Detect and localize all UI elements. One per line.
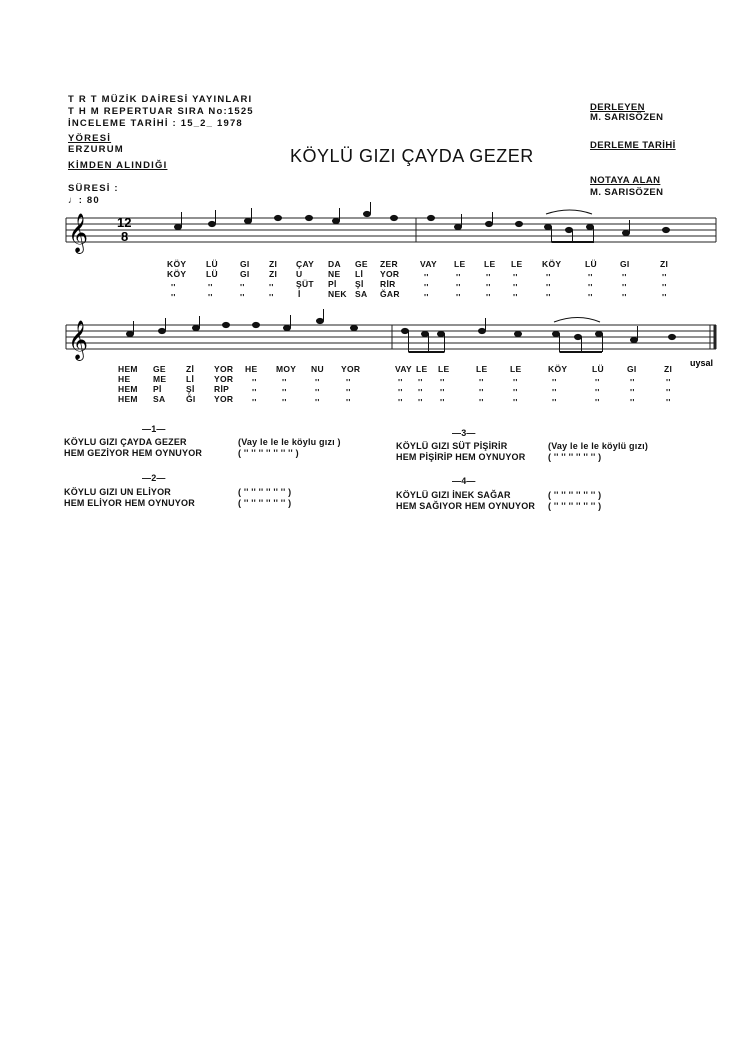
ditto-mark: '' — [240, 282, 245, 292]
ditto-mark: '' — [666, 377, 671, 387]
ditto-mark: '' — [622, 292, 627, 302]
ditto-mark: '' — [424, 272, 429, 282]
verse-refrain: ( '' '' '' '' '' '' ) — [238, 487, 292, 497]
lyric-syllable: SA — [153, 394, 166, 404]
publisher-line: T R T MÜZİK DAİRESİ YAYINLARI — [68, 94, 253, 105]
ditto-mark: '' — [622, 282, 627, 292]
region-label: YÖRESİ — [68, 133, 112, 144]
ditto-mark: '' — [513, 387, 518, 397]
lyric-syllable: KÖY — [542, 259, 562, 269]
lyric-syllable: VAY — [420, 259, 437, 269]
ditto-mark: '' — [546, 282, 551, 292]
ditto-mark: '' — [424, 282, 429, 292]
lyric-syllable: KÖY — [548, 364, 568, 374]
ditto-mark: '' — [479, 377, 484, 387]
lyric-syllable: NEK — [328, 289, 347, 299]
region-value: ERZURUM — [68, 144, 124, 155]
verse-line: HEM ELİYOR HEM OYNUYOR — [64, 498, 195, 508]
lyric-syllable: Lİ — [186, 374, 195, 384]
lyric-syllable: KÖY — [167, 269, 187, 279]
ditto-mark: '' — [552, 387, 557, 397]
ditto-mark: '' — [398, 387, 403, 397]
music-staff-2 — [0, 0, 750, 420]
ditto-mark: '' — [418, 377, 423, 387]
lyric-syllable: YOR — [214, 394, 234, 404]
verse-line: KÖYLU GIZI ÇAYDA GEZER — [64, 437, 187, 447]
lyric-syllable: ĞI — [186, 394, 196, 404]
compiler-value: M. SARISÖZEN — [590, 112, 664, 123]
lyric-syllable: ŞÜT — [296, 279, 314, 289]
lyric-syllable: NU — [311, 364, 324, 374]
source-label: KİMDEN ALINDIĞI — [68, 160, 168, 171]
ditto-mark: '' — [346, 387, 351, 397]
ditto-mark: '' — [208, 292, 213, 302]
ditto-mark: '' — [440, 387, 445, 397]
lyric-syllable: YOR — [214, 364, 234, 374]
lyric-syllable: HE — [245, 364, 258, 374]
compile-date-label: DERLEME TARİHİ — [590, 140, 676, 151]
lyric-syllable: Zİ — [186, 364, 195, 374]
duration-label: SÜRESİ : — [68, 183, 119, 194]
lyric-syllable: RİP — [214, 384, 230, 394]
ditto-mark: '' — [456, 292, 461, 302]
lyric-syllable: RİR — [380, 279, 396, 289]
ditto-mark: '' — [546, 292, 551, 302]
verse-line: HEM GEZİYOR HEM OYNUYOR — [64, 448, 203, 458]
verse-number: —3— — [452, 428, 476, 438]
ditto-mark: '' — [456, 282, 461, 292]
repertoire-number: T H M REPERTUAR SIRA No:1525 — [68, 106, 254, 117]
ditto-mark: '' — [315, 387, 320, 397]
transcriber-value: M. SARISÖZEN — [590, 187, 664, 198]
ditto-mark: '' — [398, 397, 403, 407]
lyric-syllable: DA — [328, 259, 341, 269]
ditto-mark: '' — [486, 292, 491, 302]
lyric-syllable: HE — [118, 374, 131, 384]
lyric-syllable: YOR — [380, 269, 400, 279]
lyric-syllable: ZI — [664, 364, 673, 374]
lyric-syllable: HEM — [118, 394, 138, 404]
ditto-mark: '' — [171, 292, 176, 302]
lyric-syllable: LÜ — [206, 269, 218, 279]
lyric-syllable: LE — [438, 364, 450, 374]
lyric-syllable: ZI — [269, 259, 278, 269]
lyric-syllable: MOY — [276, 364, 297, 374]
review-date: İNCELEME TARİHİ : 15_2_ 1978 — [68, 118, 243, 129]
time-signature-bottom: 8 — [121, 229, 129, 244]
verse-refrain: (Vay le le le köylü gızı) — [548, 441, 649, 451]
lyric-syllable: YOR — [214, 374, 234, 384]
compiler-label: DERLEYEN — [590, 102, 645, 113]
lyric-syllable: LÜ — [206, 259, 218, 269]
ditto-mark: '' — [513, 272, 518, 282]
verse-line: HEM PİŞİRİP HEM OYNUYOR — [396, 452, 526, 462]
ditto-mark: '' — [398, 377, 403, 387]
lyric-syllable: GI — [240, 269, 250, 279]
lyric-syllable: GI — [620, 259, 630, 269]
ditto-mark: '' — [662, 272, 667, 282]
lyric-syllable: LÜ — [592, 364, 604, 374]
ditto-mark: '' — [630, 387, 635, 397]
lyric-syllable: LE — [476, 364, 488, 374]
ditto-mark: '' — [252, 387, 257, 397]
ditto-mark: '' — [595, 387, 600, 397]
transcriber-label: NOTAYA ALAN — [590, 175, 661, 186]
lyric-syllable: LE — [511, 259, 523, 269]
lyric-syllable: U — [296, 269, 303, 279]
ditto-mark: '' — [552, 397, 557, 407]
lyric-syllable: HEM — [118, 384, 138, 394]
ditto-mark: '' — [282, 397, 287, 407]
ditto-mark: '' — [456, 272, 461, 282]
ditto-mark: '' — [418, 387, 423, 397]
ditto-mark: '' — [513, 282, 518, 292]
ditto-mark: '' — [424, 292, 429, 302]
ditto-mark: '' — [513, 377, 518, 387]
verse-line: KÖYLÜ GIZI İNEK SAĞAR — [396, 490, 511, 500]
verse-number: —4— — [452, 476, 476, 486]
lyric-syllable: Şİ — [355, 279, 364, 289]
ditto-mark: '' — [513, 292, 518, 302]
ditto-mark: '' — [315, 397, 320, 407]
lyric-syllable: KÖY — [167, 259, 187, 269]
ditto-mark: '' — [662, 282, 667, 292]
ditto-mark: '' — [588, 292, 593, 302]
ditto-mark: '' — [269, 282, 274, 292]
lyric-syllable: ZI — [660, 259, 669, 269]
ditto-mark: '' — [595, 397, 600, 407]
ditto-mark: '' — [552, 377, 557, 387]
ditto-mark: '' — [622, 272, 627, 282]
verse-refrain: ( '' '' '' '' '' '' ) — [548, 501, 602, 511]
tempo-marking: ♩: 80 — [68, 195, 100, 206]
verse-number: —1— — [142, 424, 166, 434]
ditto-mark: '' — [418, 397, 423, 407]
lyric-syllable: İ — [298, 289, 301, 299]
ditto-mark: '' — [252, 397, 257, 407]
verse-line: KÖYLÜ GIZI SÜT PİŞİRİR — [396, 441, 508, 451]
lyric-syllable: NE — [328, 269, 341, 279]
verse-refrain: ( '' '' '' '' '' '' '' ) — [238, 448, 299, 458]
ditto-mark: '' — [208, 282, 213, 292]
lyric-syllable: GI — [240, 259, 250, 269]
treble-clef-icon: 𝄞 — [68, 321, 89, 359]
lyric-syllable: Pİ — [153, 384, 162, 394]
lyric-syllable: LÜ — [585, 259, 597, 269]
verse-refrain: (Vay le le le köylu gızı ) — [238, 437, 341, 447]
ditto-mark: '' — [662, 292, 667, 302]
ditto-mark: '' — [171, 282, 176, 292]
verse-refrain: ( '' '' '' '' '' '' ) — [548, 490, 602, 500]
ditto-mark: '' — [240, 292, 245, 302]
ditto-mark: '' — [269, 292, 274, 302]
lyric-syllable: LE — [510, 364, 522, 374]
lyric-syllable: ÇAY — [296, 259, 315, 269]
ditto-mark: '' — [479, 387, 484, 397]
ditto-mark: '' — [486, 272, 491, 282]
ditto-mark: '' — [440, 397, 445, 407]
lyric-syllable: ZER — [380, 259, 398, 269]
ditto-mark: '' — [486, 282, 491, 292]
ditto-mark: '' — [252, 377, 257, 387]
ditto-mark: '' — [346, 377, 351, 387]
lyric-syllable: VAY — [395, 364, 412, 374]
ditto-mark: '' — [282, 387, 287, 397]
lyric-syllable: SA — [355, 289, 368, 299]
lyric-syllable: GE — [153, 364, 166, 374]
ditto-mark: '' — [315, 377, 320, 387]
ditto-mark: '' — [595, 377, 600, 387]
ditto-mark: '' — [346, 397, 351, 407]
lyric-syllable: LE — [416, 364, 428, 374]
lyric-syllable: ĞAR — [380, 289, 400, 299]
verse-refrain: ( '' '' '' '' '' '' ) — [548, 452, 602, 462]
lyric-syllable: LE — [484, 259, 496, 269]
lyric-syllable: Lİ — [355, 269, 364, 279]
lyric-syllable: Şİ — [186, 384, 195, 394]
lyric-syllable: LE — [454, 259, 466, 269]
ditto-mark: '' — [666, 387, 671, 397]
ditto-mark: '' — [546, 272, 551, 282]
end-marking: uysal — [690, 358, 714, 368]
lyric-syllable: ZI — [269, 269, 278, 279]
lyric-syllable: GI — [627, 364, 637, 374]
ditto-mark: '' — [513, 397, 518, 407]
verse-number: —2— — [142, 473, 166, 483]
lyric-syllable: GE — [355, 259, 368, 269]
verse-line: HEM SAĞIYOR HEM OYNUYOR — [396, 501, 536, 511]
ditto-mark: '' — [630, 397, 635, 407]
ditto-mark: '' — [440, 377, 445, 387]
ditto-mark: '' — [630, 377, 635, 387]
ditto-mark: '' — [588, 282, 593, 292]
verse-refrain: ( '' '' '' '' '' '' ) — [238, 498, 292, 508]
ditto-mark: '' — [588, 272, 593, 282]
verse-line: KÖYLU GIZI UN ELİYOR — [64, 487, 172, 497]
lyric-syllable: ME — [153, 374, 167, 384]
ditto-mark: '' — [479, 397, 484, 407]
ditto-mark: '' — [282, 377, 287, 387]
song-title: KÖYLÜ GIZI ÇAYDA GEZER — [290, 146, 534, 166]
lyric-syllable: YOR — [341, 364, 361, 374]
treble-clef-icon: 𝄞 — [68, 214, 89, 252]
lyric-syllable: HEM — [118, 364, 138, 374]
ditto-mark: '' — [666, 397, 671, 407]
lyric-syllable: Pİ — [328, 279, 337, 289]
time-signature-top: 12 — [117, 215, 132, 230]
